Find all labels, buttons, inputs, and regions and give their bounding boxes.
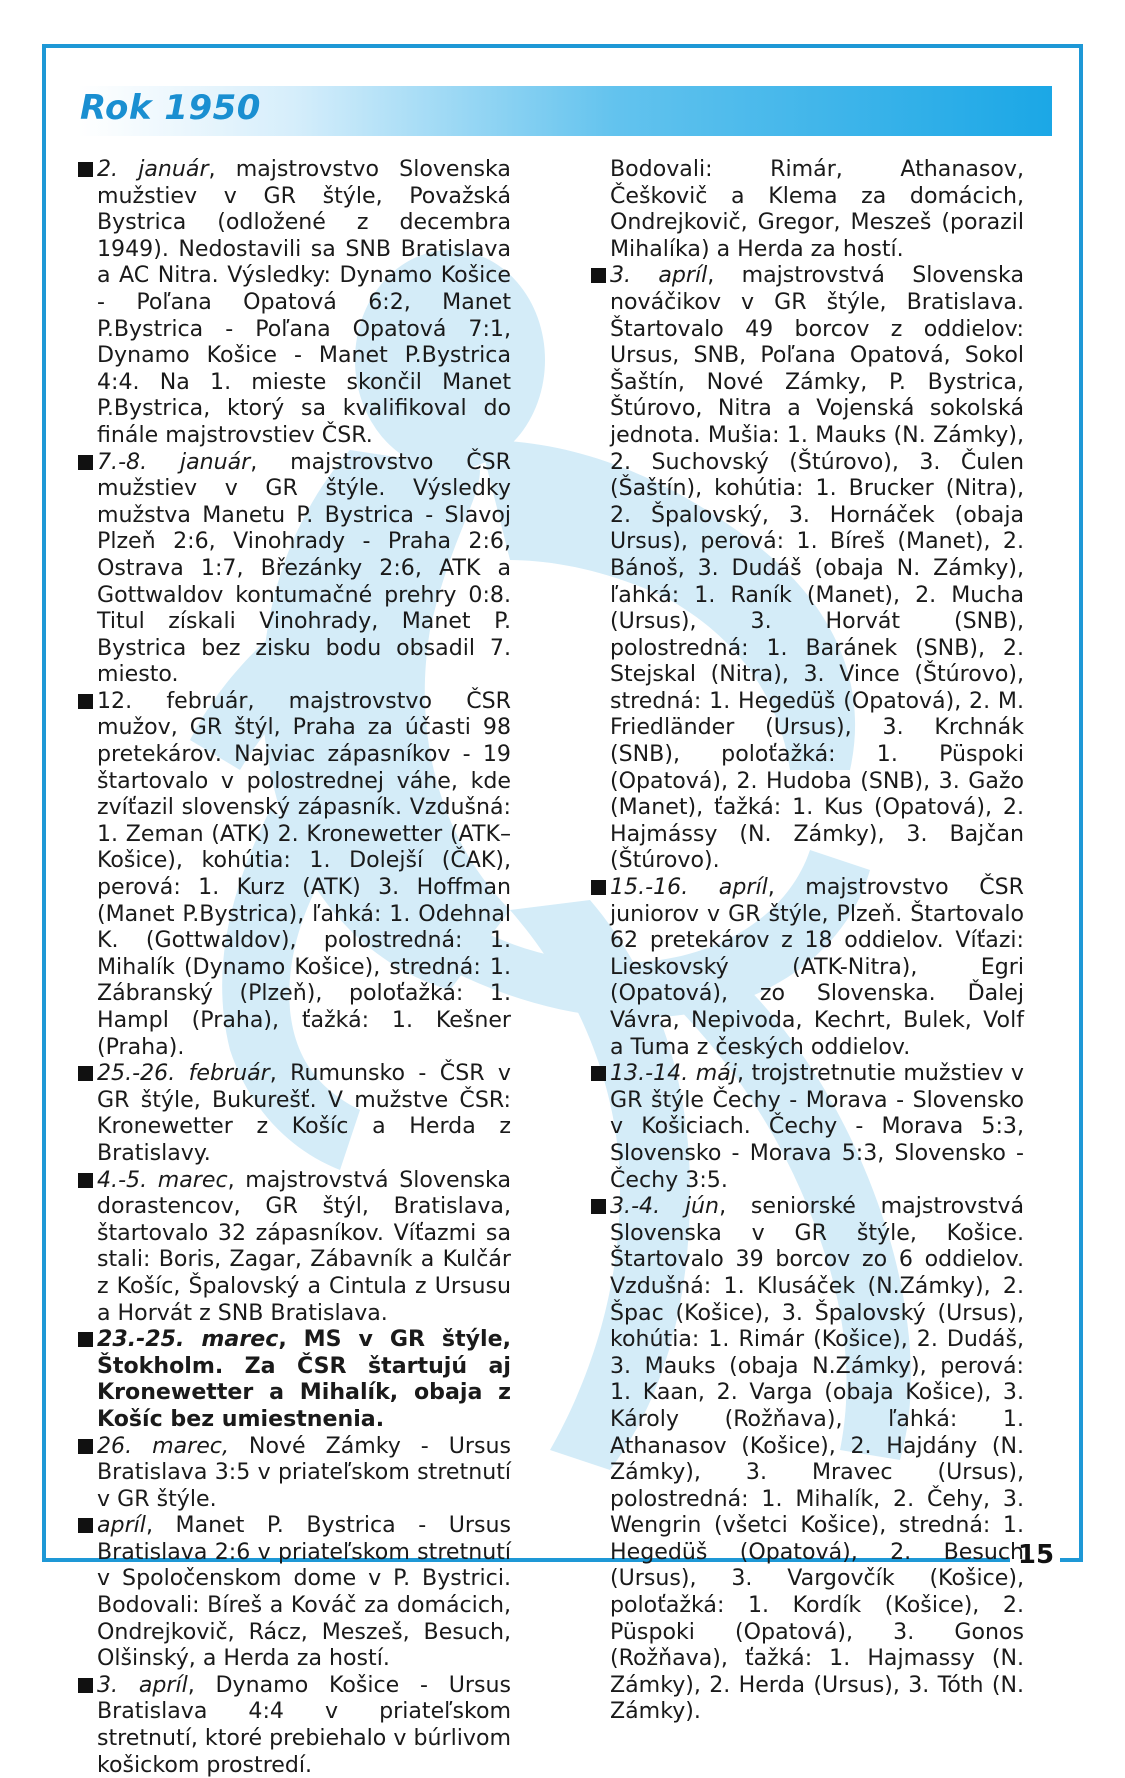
list-item xyxy=(78,1433,511,1513)
entry-text: Nové Zámky - Ursus Bratislava 3:5 v priateľskom stretnutí v GR štýle. xyxy=(97,1432,511,1512)
list-item xyxy=(78,449,511,688)
entry-date: 4.-5. marec xyxy=(97,1166,228,1193)
bullet-square-icon xyxy=(78,455,93,470)
entry-text: 12. február, majstrovstvo ČSR mužov, GR štýl, Praha za účasti 98 pretekárov. Najviac zápasníkov - 19 štartovalo v polostrednej váhe, kde zvíťazil slovenský zápasník. Vzdušná: 1. Zeman (ATK) 2. Kronewetter (ATK–Košice), kohútia: 1. Dolejší (ČAK), perová: 1. Kurz (ATK) 3. Hoffman (Manet P.Bystrica), ľahká: 1. Odehnal K. (Gottwaldov), polostredná: 1. Mihalík (Dynamo Košice), stredná: 1. Zábranský (Plzeň), poloťažká: 1. Hampl (Praha), ťažká: 1. Kešner (Praha). xyxy=(97,687,511,1060)
entry-date: 3. apríl xyxy=(97,1671,188,1698)
entry-text: , majstrovstvá Slovenska dorastencov, GR štýl, Bratislava, štartovalo 32 zápasníkov. Víťazmi sa stali: Boris, Zagar, Zábavník a Kulčár z Košíc, Špalovský a Cintula z Ursusu a Horvát z SNB Bratislava. xyxy=(97,1166,511,1326)
entry-text: , majstrovstvá Slovenska nováčikov v GR štýle, Bratislava. Štartovalo 49 borcov z oddielov: Ursus, SNB, Poľana Opatová, Sokol Šaštín, Nové Zámky, P. Bystrica, Štúrovo, Nitra a Vojenská sokolská jednota. Mušia: 1. Mauks (N. Zámky), 2. Suchovský (Štúrovo), 3. Čulen (Šaštín), kohútia: 1. Brucker (Nitra), 2. Špalovský, 3. Hornáček (obaja Ursus), perová: 1. Bíreš (Manet), 2. Bánoš, 3. Dudáš (obaja N. Zámky), ľahká: 1. Raník (Manet), 2. Mucha (Ursus), 3. Horvát (SNB), polostredná: 1. Baránek (SNB), 2. Stejskal (Nitra), 3. Vince (Štúrovo), stredná: 1. Hegedüš (Opatová), 2. M. Friedländer (Ursus), 3. Krchnák (SNB), poloťažká: 1. Püspoki (Opatová), 2. Hudoba (SNB), 3. Gažo (Manet), ťažká: 1. Kus (Opatová), 2. Hajmássy (N. Zámky), 3. Bajčan (Štúrovo). xyxy=(610,262,1024,874)
bullet-square-icon xyxy=(78,1332,93,1347)
list-item xyxy=(591,1060,1024,1193)
entry-date: 23.-25. marec xyxy=(97,1326,279,1353)
list-item xyxy=(78,1512,511,1672)
page-title: Rok 1950 xyxy=(80,88,261,128)
entry-date: apríl xyxy=(97,1512,146,1539)
entry-date: 13.-14. máj xyxy=(610,1060,737,1087)
entry-text: , trojstretnutie mužstiev v GR štýle Čechy - Morava - Slovensko v Košiciach. Čechy - Morava 5:3, Slovensko - Morava 5:3, Slovensko - Čechy 3:5. xyxy=(610,1060,1024,1193)
list-item-continuation: Bodovali: Rimár, Athanasov, Češkovič a Klema za domácich, Ondrejkovič, Gregor, Meszeš (porazil Mihalíka) a Herda za hostí. xyxy=(610,156,1024,262)
entry-date: 3. apríl xyxy=(610,262,708,289)
list-item xyxy=(78,1167,511,1327)
entry-date: 3.-4. jún xyxy=(610,1193,720,1220)
entry-date: 7.-8. január xyxy=(97,448,251,475)
bullet-square-icon xyxy=(78,1173,93,1188)
bullet-square-icon xyxy=(78,1678,93,1693)
bottom-rule-end xyxy=(1060,1558,1083,1562)
list-item xyxy=(78,1672,511,1778)
entry-date: 15.-16. apríl xyxy=(610,874,768,901)
entry-text: , seniorské majstrovstvá Slovenska v GR štýle, Košice. Štartovalo 39 borcov zo 6 oddielov. Vzdušná: 1. Klusáček (N.Zámky), 2. Špac (Košice), 3. Špalovský (Ursus), kohútia: 1. Rimár (Košice), 2. Dudáš, 3. Mauks (obaja N.Zámky), perová: 1. Kaan, 2. Varga (obaja Košice), 3. Károly (Rožňava), ľahká: 1. Athanasov (Košice), 2. Hajdány (N. Zámky), 3. Mravec (Ursus), polostredná: 1. Mihalík, 2. Čehy, 3. Wengrin (všetci Košice), stredná: 1. Hegedüš (Opatová), 2. Besuch (Ursus), 3. Vargovčík (Košice), poloťažká: 1. Kordík (Košice), 2. Püspoki (Opatová), 3. Gonos (Rožňava), ťažká: 1. Hajmassy (N. Zámky), 2. Herda (Ursus), 3. Tóth (N. Zámky). xyxy=(610,1193,1024,1725)
bullet-square-icon xyxy=(78,1439,93,1454)
list-item xyxy=(591,874,1024,1060)
bullet-square-icon xyxy=(591,1199,606,1214)
entry-text: , MS v GR štýle, Štokholm. Za ČSR štartujú aj Kronewetter a Mihalík, obaja z Košíc bez umiestnenia. xyxy=(97,1326,511,1432)
entry-text: , majstrovstvo Slovenska mužstiev v GR štýle, Považská Bystrica (odložené z decembra 1949). Nedostavili sa SNB Bratislava a AC Nitra. Výsledky: Dynamo Košice - Poľana Opatová 6:2, Manet P.Bystrica - Poľana Opatová 7:1, Dynamo Košice - Manet P.Bystrica 4:4. Na 1. mieste skončil Manet P.Bystrica, ktorý sa kvalifikoval do finále majstrovstiev ČSR. xyxy=(97,156,511,448)
left-column xyxy=(78,156,511,1778)
list-item xyxy=(78,1060,511,1166)
list-item xyxy=(591,262,1024,874)
entry-date: 26. marec, xyxy=(97,1432,229,1459)
bullet-square-icon xyxy=(78,1518,93,1533)
bullet-square-icon xyxy=(78,694,93,709)
bullet-square-icon xyxy=(591,880,606,895)
bullet-square-icon xyxy=(78,162,93,177)
entry-date: 2. január xyxy=(97,156,209,182)
list-item xyxy=(78,156,511,449)
entry-text: , Manet P. Bystrica - Ursus Bratislava 2:6 v priateľskom stretnutí v Spoločenskom dome v P. Bystrici. Bodovali: Bíreš a Kováč za domácich, Ondrejkovič, Rácz, Meszeš, Besuch, Olšinský, a Herda za hostí. xyxy=(97,1512,511,1672)
page-number: 15 xyxy=(1017,1540,1055,1570)
list-item-highlighted xyxy=(78,1326,511,1432)
bullet-square-icon xyxy=(78,1066,93,1081)
bullet-square-icon xyxy=(591,1066,606,1081)
list-item xyxy=(78,688,511,1060)
entry-text: , majstrovstvo ČSR juniorov v GR štýle, Plzeň. Štartovalo 62 pretekárov z 18 oddielov. Víťazi: Lieskovský (ATK-Nitra), Egri (Opatová), zo Slovenska. Ďalej Vávra, Nepivoda, Kechrt, Bulek, Volf a Tuma z českých oddielov. xyxy=(610,874,1024,1060)
entry-text: , majstrovstvo ČSR mužstiev v GR štýle. Výsledky mužstva Manetu P. Bystrica - Slavoj Plzeň 2:6, Vinohrady - Praha 2:6, Ostrava 1:7, Březánky 2:6, ATK a Gottwaldov kontumačné prehry 0:8. Titul získali Vinohrady, Manet P. Bystrica bez zisku bodu obsadil 7. miesto. xyxy=(97,448,512,688)
right-column xyxy=(591,156,1024,1725)
entry-text: , Dynamo Košice - Ursus Bratislava 4:4 v priateľskom stretnutí, ktoré prebiehalo v búrlivom košickom prostredí. xyxy=(97,1671,511,1778)
entry-text: , Rumunsko - ČSR v GR štýle, Bukurešť. V mužstve ČSR: Kronewetter z Košíc a Herda z Bratislavy. xyxy=(97,1060,512,1166)
entry-date: 25.-26. február xyxy=(97,1060,270,1087)
list-item xyxy=(591,1193,1024,1725)
bullet-square-icon xyxy=(591,268,606,283)
